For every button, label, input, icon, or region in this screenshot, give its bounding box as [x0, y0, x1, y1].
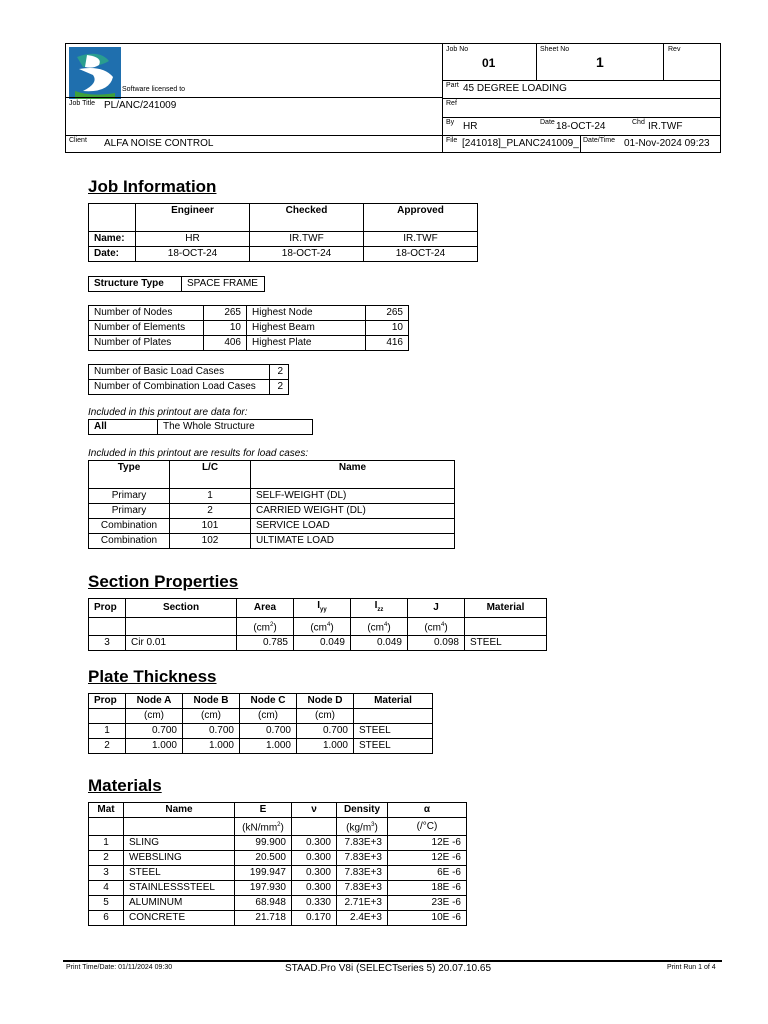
datetime-value: 01-Nov-2024 09:23: [624, 138, 710, 149]
table-row: [89, 306, 409, 321]
lc-number: 102: [170, 534, 251, 549]
density-cell: 2.4E+3: [337, 911, 388, 926]
alpha-cell: 18E -6: [388, 881, 467, 896]
load-cases-table: [88, 460, 455, 549]
e-cell: 199.947: [235, 866, 292, 881]
iyy-unit: $(cm^4)$: [294, 618, 351, 636]
unit-cell: (cm): [183, 709, 240, 724]
count-value: 2: [270, 365, 289, 380]
count-value: 416: [366, 336, 409, 351]
materials-title: Materials: [88, 776, 162, 795]
by-label: By: [446, 119, 455, 126]
footer-rule: [63, 960, 722, 962]
count-value: 10: [366, 321, 409, 336]
mat-name-cell: STAINLESSSTEEL: [124, 881, 235, 896]
count-label: Number of Plates: [89, 336, 204, 351]
checked-header: Checked: [250, 204, 364, 232]
plate-thickness-table: [88, 693, 433, 754]
iyy-header: $I_{yy}$: [294, 599, 351, 618]
prop-header: Prop: [89, 694, 126, 709]
name-header: Name: [124, 803, 235, 818]
table-row: [89, 336, 409, 351]
printout-scope-table: [88, 419, 313, 435]
bentley-logo: [69, 47, 121, 99]
node-a-header: Node A: [126, 694, 183, 709]
thickness-cell: 0.700: [240, 724, 297, 739]
mat-name-cell: WEBSLING: [124, 851, 235, 866]
mat-name-cell: STEEL: [124, 866, 235, 881]
alpha-unit: (/°C): [388, 818, 467, 836]
mat-cell: 4: [89, 881, 124, 896]
mat-header: Mat: [89, 803, 124, 818]
lc-number: 2: [170, 504, 251, 519]
count-label: Highest Plate: [247, 336, 366, 351]
by-value: HR: [463, 121, 478, 132]
name-header: Name: [251, 461, 455, 489]
table-row: [89, 836, 467, 851]
unit-cell: (cm): [240, 709, 297, 724]
poisson-header: ν: [292, 803, 337, 818]
structure-type-label: Structure Type: [89, 277, 182, 292]
lc-name: CARRIED WEIGHT (DL): [251, 504, 455, 519]
program-version: STAAD.Pro V8i (SELECTseries 5) 20.07.10.65: [285, 963, 492, 974]
printout-key: All: [89, 420, 158, 435]
lc-header: L/C: [170, 461, 251, 489]
alpha-header: α: [388, 803, 467, 818]
poisson-cell: 0.300: [292, 836, 337, 851]
lc-number: 1: [170, 489, 251, 504]
e-cell: 68.948: [235, 896, 292, 911]
client-value: ALFA NOISE CONTROL: [104, 138, 214, 149]
checked-date: 18-OCT-24: [250, 247, 364, 262]
thickness-cell: 1.000: [126, 739, 183, 754]
lc-type: Combination: [89, 534, 170, 549]
unit-cell: (cm): [126, 709, 183, 724]
results-note: Included in this printout are results for load cases:: [88, 448, 309, 459]
node-c-header: Node C: [240, 694, 297, 709]
chd-label: Chd: [632, 119, 645, 126]
ref-label: Ref: [446, 100, 457, 107]
area-unit: $(cm^2)$: [237, 618, 294, 636]
plate-thickness-title: Plate Thickness: [88, 667, 217, 686]
table-row: [89, 739, 433, 754]
approved-date: 18-OCT-24: [364, 247, 478, 262]
job-no: 01: [482, 56, 496, 70]
structure-type-table: [88, 276, 265, 292]
alpha-cell: 12E -6: [388, 851, 467, 866]
table-row: [89, 866, 467, 881]
prop-cell: 2: [89, 739, 126, 754]
table-row: [89, 489, 455, 504]
mat-cell: 5: [89, 896, 124, 911]
poisson-cell: 0.300: [292, 866, 337, 881]
job-info-title: Job Information: [88, 177, 217, 196]
engineer-name: HR: [136, 232, 250, 247]
thickness-cell: 1.000: [240, 739, 297, 754]
mat-name-cell: SLING: [124, 836, 235, 851]
software-label: Software licensed to: [122, 86, 186, 93]
sheet-no: 1: [596, 54, 604, 70]
e-header: E: [235, 803, 292, 818]
date-value: 18-OCT-24: [556, 121, 606, 132]
mat-cell: 1: [89, 836, 124, 851]
load-case-counts-table: [88, 364, 289, 395]
engineer-header: Engineer: [136, 204, 250, 232]
materials-table: [88, 802, 467, 926]
lc-name: SELF-WEIGHT (DL): [251, 489, 455, 504]
table-row: [89, 534, 455, 549]
table-row: [89, 321, 409, 336]
izz-header: $I_{zz}$: [351, 599, 408, 618]
count-value: 265: [366, 306, 409, 321]
section-properties-title: Section Properties: [88, 572, 239, 591]
table-row: [89, 380, 289, 395]
lc-number: 101: [170, 519, 251, 534]
density-unit: $(kg/m^3)$: [337, 818, 388, 836]
type-header: Type: [89, 461, 170, 489]
mat-name-cell: CONCRETE: [124, 911, 235, 926]
section-header: Section: [126, 599, 237, 618]
material-cell: STEEL: [354, 739, 433, 754]
structure-type-value: SPACE FRAME: [182, 277, 265, 292]
node-b-header: Node B: [183, 694, 240, 709]
lc-type: Combination: [89, 519, 170, 534]
thickness-cell: 1.000: [183, 739, 240, 754]
approved-name: IR.TWF: [364, 232, 478, 247]
table-row: [89, 504, 455, 519]
rev-label: Rev: [668, 46, 681, 53]
j-unit: $(cm^4)$: [408, 618, 465, 636]
count-label: Number of Basic Load Cases: [89, 365, 270, 380]
part-label: Part: [446, 82, 459, 89]
printout-value: The Whole Structure: [158, 420, 313, 435]
lc-name: SERVICE LOAD: [251, 519, 455, 534]
poisson-cell: 0.170: [292, 911, 337, 926]
count-value: 265: [204, 306, 247, 321]
table-row: [89, 636, 547, 651]
part-value: 45 DEGREE LOADING: [463, 83, 567, 94]
area-header: Area: [237, 599, 294, 618]
node-d-header: Node D: [297, 694, 354, 709]
e-unit: $(kN/mm^2)$: [235, 818, 292, 836]
thickness-cell: 0.700: [126, 724, 183, 739]
table-row: [89, 851, 467, 866]
job-info-table: [88, 203, 478, 262]
mat-cell: 2: [89, 851, 124, 866]
job-title-label: Job Title: [69, 100, 96, 107]
alpha-cell: 23E -6: [388, 896, 467, 911]
prop-cell: 3: [89, 636, 126, 651]
density-cell: 7.83E+3: [337, 836, 388, 851]
count-value: 10: [204, 321, 247, 336]
area-cell: 0.785: [237, 636, 294, 651]
name-label: Name:: [89, 232, 136, 247]
section-cell: Cir 0.01: [126, 636, 237, 651]
material-header: Material: [465, 599, 547, 618]
thickness-cell: 0.700: [297, 724, 354, 739]
prop-header: Prop: [89, 599, 126, 618]
j-cell: 0.098: [408, 636, 465, 651]
mat-name-cell: ALUMINUM: [124, 896, 235, 911]
file-value: [241018]_PLANC241009_: [462, 138, 579, 149]
alpha-cell: 6E -6: [388, 866, 467, 881]
material-header: Material: [354, 694, 433, 709]
printout-note: Included in this printout are data for:: [88, 407, 248, 418]
iyy-cell: 0.049: [294, 636, 351, 651]
chd-value: IR.TWF: [648, 121, 683, 132]
alpha-cell: 10E -6: [388, 911, 467, 926]
job-title: PL/ANC/241009: [104, 100, 177, 111]
model-counts-table: [88, 305, 409, 351]
poisson-cell: 0.300: [292, 851, 337, 866]
file-label: File: [446, 137, 458, 144]
count-label: Number of Elements: [89, 321, 204, 336]
izz-unit: $(cm^4)$: [351, 618, 408, 636]
count-label: Highest Beam: [247, 321, 366, 336]
print-run: Print Run 1 of 4: [667, 964, 716, 971]
print-time: Print Time/Date: 01/11/2024 09:30: [66, 964, 173, 971]
client-label: Client: [69, 137, 87, 144]
j-header: J: [408, 599, 465, 618]
unit-cell: (cm): [297, 709, 354, 724]
table-row: [89, 911, 467, 926]
density-cell: 7.83E+3: [337, 851, 388, 866]
count-value: 406: [204, 336, 247, 351]
poisson-cell: 0.300: [292, 881, 337, 896]
density-cell: 7.83E+3: [337, 881, 388, 896]
e-cell: 20.500: [235, 851, 292, 866]
lc-type: Primary: [89, 489, 170, 504]
material-cell: STEEL: [354, 724, 433, 739]
count-label: Number of Combination Load Cases: [89, 380, 270, 395]
sheet-no-label: Sheet No: [540, 46, 570, 53]
thickness-cell: 0.700: [183, 724, 240, 739]
section-properties-table: [88, 598, 547, 651]
checked-name: IR.TWF: [250, 232, 364, 247]
alpha-cell: 12E -6: [388, 836, 467, 851]
engineer-date: 18-OCT-24: [136, 247, 250, 262]
job-no-label: Job No: [446, 46, 469, 53]
count-label: Highest Node: [247, 306, 366, 321]
date-row-label: Date:: [89, 247, 136, 262]
e-cell: 197.930: [235, 881, 292, 896]
table-row: [89, 365, 289, 380]
material-cell: STEEL: [465, 636, 547, 651]
date-label: Date: [540, 119, 555, 126]
e-cell: 21.718: [235, 911, 292, 926]
prop-cell: 1: [89, 724, 126, 739]
mat-cell: 6: [89, 911, 124, 926]
approved-header: Approved: [364, 204, 478, 232]
density-header: Density: [337, 803, 388, 818]
table-row: [89, 519, 455, 534]
table-row: [89, 896, 467, 911]
table-row: [89, 881, 467, 896]
table-row: [89, 724, 433, 739]
sheet-header: [65, 43, 721, 153]
datetime-label: Date/Time: [583, 137, 616, 144]
thickness-cell: 1.000: [297, 739, 354, 754]
density-cell: 2.71E+3: [337, 896, 388, 911]
e-cell: 99.900: [235, 836, 292, 851]
count-value: 2: [270, 380, 289, 395]
density-cell: 7.83E+3: [337, 866, 388, 881]
count-label: Number of Nodes: [89, 306, 204, 321]
mat-cell: 3: [89, 866, 124, 881]
lc-name: ULTIMATE LOAD: [251, 534, 455, 549]
poisson-cell: 0.330: [292, 896, 337, 911]
lc-type: Primary: [89, 504, 170, 519]
izz-cell: 0.049: [351, 636, 408, 651]
